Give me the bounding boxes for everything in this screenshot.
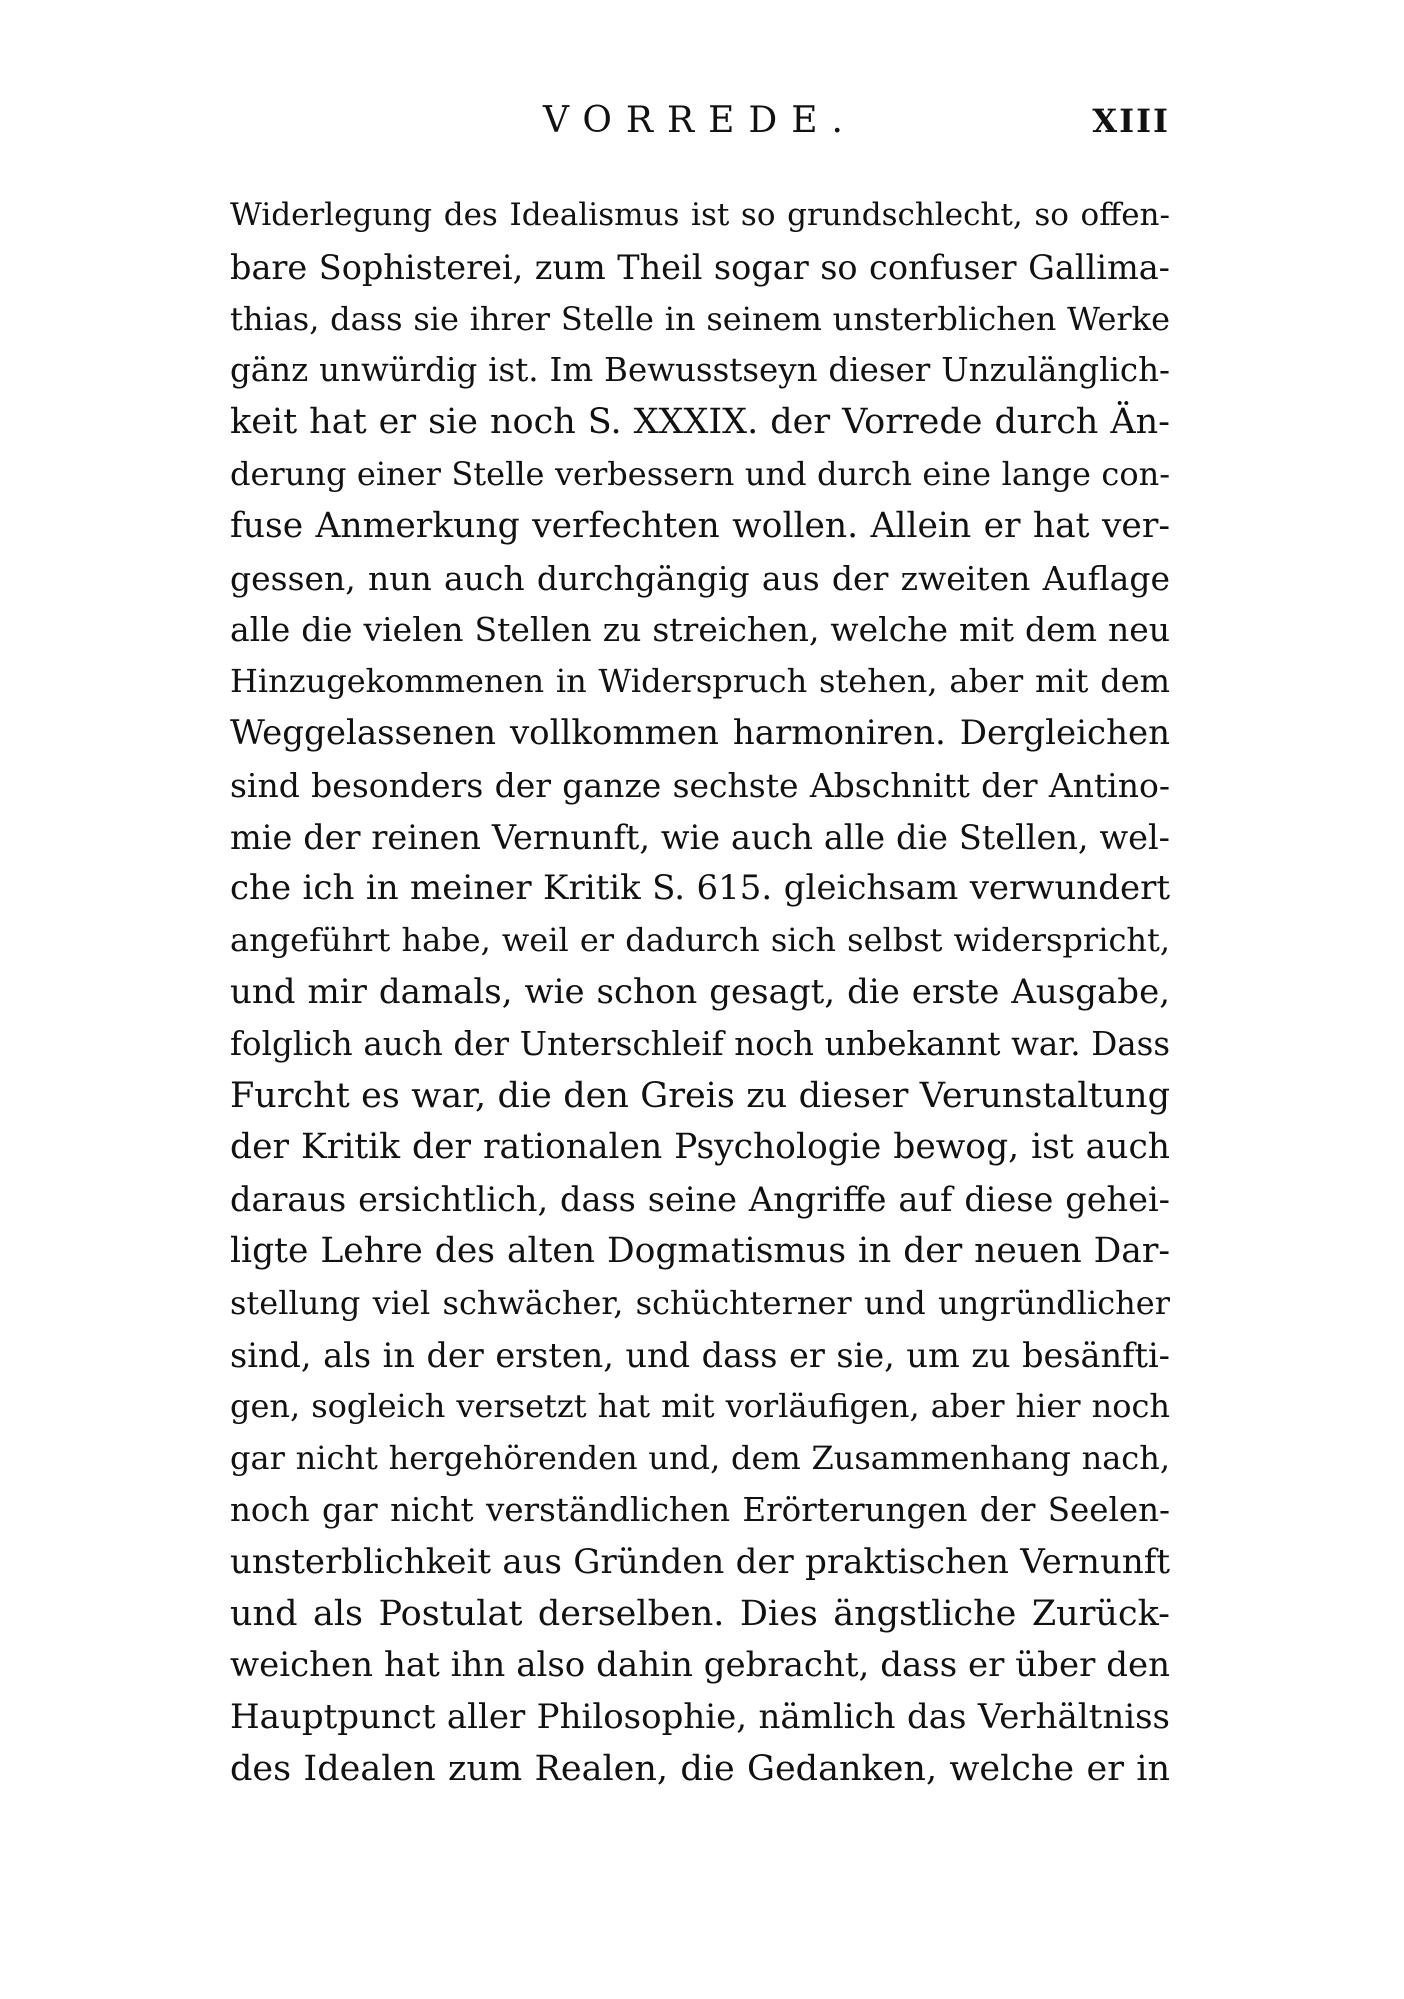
text-line: Weggelassenen vollkommen harmoniren. Dergleichen	[230, 712, 1170, 753]
text-line: keit hat er sie noch S. XXXIX. der Vorrede durch Än-	[230, 402, 1170, 443]
text-line: sind, als in der ersten, und dass er sie, um zu besänfti-	[230, 1335, 1170, 1375]
text-line: fuse Anmerkung verfechten wollen. Allein er hat ver-	[230, 505, 1170, 546]
running-head	[230, 100, 1170, 150]
text-line: weichen hat ihn also dahin gebracht, dass er über den	[230, 1645, 1170, 1686]
body-text	[230, 190, 1170, 1796]
text-line: stellung viel schwächer, schüchterner und ungründlicher	[230, 1283, 1170, 1322]
text-line: und mir damals, wie schon gesagt, die erste Ausgabe,	[230, 971, 1170, 1012]
text-line: alle die vielen Stellen zu streichen, welche mit dem neu	[230, 610, 1170, 650]
text-line: gänz unwürdig ist. Im Bewusstseyn dieser Unzulänglich-	[230, 351, 1170, 390]
text-line: che ich in meiner Kritik S. 615. gleichsam verwundert	[230, 868, 1170, 909]
text-line: gessen, nun auch durchgängig aus der zweiten Auflage	[230, 558, 1170, 598]
running-title: VORREDE.	[543, 100, 857, 141]
text-line: ligte Lehre des alten Dogmatismus in der neuen Dar-	[230, 1230, 1170, 1271]
text-line: gar nicht hergehörenden und, dem Zusammenhang nach,	[230, 1439, 1170, 1478]
text-line: unsterblichkeit aus Gründen der praktischen Vernunft	[230, 1541, 1170, 1582]
text-line: sind besonders der ganze sechste Abschnitt der Antino-	[230, 765, 1170, 805]
text-line: gen, sogleich versetzt hat mit vorläufigen, aber hier noch	[230, 1387, 1170, 1426]
text-line: bare Sophisterei, zum Theil sogar so confuser Gallima-	[230, 247, 1170, 287]
text-line: derung einer Stelle verbessern und durch eine lange con-	[230, 454, 1170, 493]
text-line: und als Postulat derselben. Dies ängstliche Zurück-	[230, 1593, 1170, 1634]
text-line: daraus ersichtlich, dass seine Angriffe auf diese gehei-	[230, 1180, 1170, 1220]
text-line: Furcht es war, die den Greis zu dieser Verunstaltung	[230, 1075, 1170, 1116]
text-line: noch gar nicht verständlichen Erörterungen der Seelen-	[230, 1490, 1170, 1529]
text-line: folglich auch der Unterschleif noch unbekannt war. Dass	[230, 1024, 1170, 1063]
text-line: Hinzugekommenen in Widerspruch stehen, aber mit dem	[230, 662, 1170, 701]
page-number: XIII	[1092, 102, 1170, 140]
text-line: mie der reinen Vernunft, wie auch alle die Stellen, wel-	[230, 817, 1170, 857]
text-line: thias, dass sie ihrer Stelle in seinem unsterblichen Werke	[230, 299, 1170, 338]
text-line: Widerlegung des Idealismus ist so grundschlecht, so offen-	[230, 197, 1170, 233]
text-line: des Idealen zum Realen, die Gedanken, welche er in	[230, 1748, 1170, 1789]
text-line: angeführt habe, weil er dadurch sich selbst widerspricht,	[230, 921, 1170, 960]
text-line: Hauptpunct aller Philosophie, nämlich das Verhältniss	[230, 1697, 1170, 1738]
text-line: der Kritik der rationalen Psychologie bewog, ist auch	[230, 1127, 1170, 1168]
